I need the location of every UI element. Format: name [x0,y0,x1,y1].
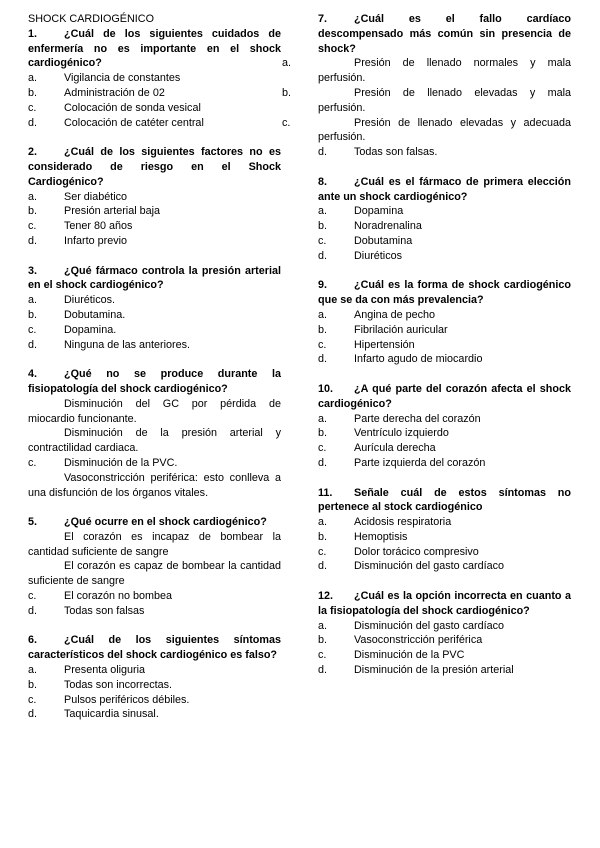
question-5 [28,515,281,619]
option-text: Tener 80 años [64,220,133,233]
option-text: Ser diabético [64,190,128,203]
question-8-text [318,175,571,205]
option-text: Noradrenalina [354,220,422,233]
question-1 [28,27,281,131]
option-c [318,648,571,663]
option-letter: b. [28,205,38,218]
right-column [282,12,571,693]
option-d [318,352,571,367]
option-text: Fibrilación auricular [354,323,448,336]
option-letter: d. [318,560,328,573]
option-letter: a. [318,619,328,632]
option-letter: a. [28,664,38,677]
option-text: Colocación de sonda vesical [64,101,201,114]
option-text: Hipertensión [354,338,415,351]
question-number: 2. [28,146,38,159]
question-7-text [318,12,571,56]
option-b [28,86,281,101]
option-text: Presión de llenado elevadas y mala perfusión. [318,86,571,114]
option-text: Disminución del gasto cardíaco [354,619,505,632]
option-letter [0,426,1,441]
question-4-text [28,367,281,397]
option-b [28,308,281,323]
option-b [318,530,571,545]
option-d [318,456,571,471]
option-d [28,234,281,249]
question-10 [318,382,571,471]
option-letter: d. [318,456,328,469]
option-letter: c. [282,116,291,129]
option-letter: c. [28,101,37,114]
option-c [318,441,571,456]
question-1-text [28,27,281,71]
question-6-text [28,633,281,663]
option-text: Disminución del gasto cardíaco [354,560,505,573]
question-2-text [28,145,281,189]
option-letter: b. [282,86,292,99]
option-c [28,456,281,471]
option-a [318,308,571,323]
option-letter: d. [318,146,328,159]
option-letter: b. [28,308,38,321]
option-text: Ninguna de las anteriores. [64,338,191,351]
question-stem: ¿Cuál es el fallo cardíaco descompensado más común sin presencia de shock? [318,13,571,55]
question-12 [318,589,571,678]
option-letter: c. [318,545,327,558]
option-text: Presión arterial baja [64,205,161,218]
option-letter: b. [28,678,38,691]
option-text: Diuréticos [354,249,403,262]
option-text: Disminución de la presión arterial [354,664,514,677]
option-c [318,338,571,353]
option-b [282,86,571,116]
question-5-text [28,515,281,530]
option-a [318,412,571,427]
option-letter: a. [318,516,328,529]
option-text: Hemoptisis [354,530,408,543]
option-letter: c. [28,693,37,706]
question-stem: ¿Cuál de los siguientes síntomas característicos del shock cardiogénico es falso? [28,634,281,662]
option-b [28,559,281,589]
option-text: Infarto previo [64,234,128,247]
option-a [318,515,571,530]
question-stem: ¿Cuál de los siguientes factores no es considerado de riesgo en el Shock Cardiogénico? [28,146,281,188]
question-12-text [318,589,571,619]
option-text: Pulsos periféricos débiles. [64,693,190,706]
option-text: Vigilancia de constantes [64,72,181,85]
question-number: 1. [28,27,38,40]
option-c [318,545,571,560]
option-letter: d. [318,664,328,677]
option-d [28,338,281,353]
option-letter: b. [318,530,328,543]
option-text: Infarto agudo de miocardio [354,353,483,366]
option-text: Dobutamina [354,234,413,247]
question-3 [28,264,281,353]
option-text: Presión de llenado normales y mala perfusión. [318,57,571,85]
option-a [282,56,571,86]
option-c [28,323,281,338]
question-number: 4. [28,368,38,381]
option-letter [0,397,1,412]
option-text: Disminución del GC por pérdida de miocardio funcionante. [28,397,281,425]
option-letter: d. [28,708,38,721]
option-b [318,219,571,234]
question-number: 3. [28,264,38,277]
option-text: Disminución de la PVC [354,649,465,662]
option-c [28,219,281,234]
option-letter: d. [28,234,38,247]
option-b [28,678,281,693]
question-stem: ¿Qué fármaco controla la presión arterial en el shock cardiogénico? [28,264,281,292]
option-letter: a. [28,72,38,85]
option-letter: b. [318,427,328,440]
option-text: El corazón no bombea [64,590,173,603]
option-letter: b. [318,634,328,647]
question-2 [28,145,281,249]
question-number: 12. [318,590,334,603]
option-d [28,707,281,722]
option-text: Dopamina. [64,323,117,336]
option-text: Presenta oliguria [64,664,146,677]
question-stem: ¿A qué parte del corazón afecta el shock cardiogénico? [318,382,571,410]
question-number: 8. [318,175,328,188]
question-number: 11. [318,486,333,499]
option-letter: c. [28,590,37,603]
option-a [28,293,281,308]
question-number: 7. [318,13,328,25]
option-c [318,234,571,249]
option-letter: c. [28,323,37,336]
option-b [318,323,571,338]
option-text: Todas son incorrectas. [64,678,173,691]
option-letter: a. [318,412,328,425]
option-d [28,604,281,619]
question-9-text [318,278,571,308]
option-text: Angina de pecho [354,308,436,321]
option-a [318,619,571,634]
option-letter [0,559,1,574]
option-d [318,663,571,678]
document-title: SHOCK CARDIOGÉNICO [28,13,154,25]
option-letter: c. [318,338,327,351]
option-letter: d. [28,338,38,351]
option-letter: b. [318,323,328,336]
question-stem: Señale cuál de estos síntomas no pertenece al stock cardiogénico [318,486,571,514]
option-text: Dolor torácico compresivo [354,545,479,558]
option-text: Todas son falsas. [354,146,438,159]
option-b [28,426,281,456]
option-text: Parte derecha del corazón [354,412,481,425]
question-number: 9. [318,279,328,292]
option-letter: c. [318,234,327,247]
option-letter: a. [28,190,38,203]
option-letter: d. [318,353,328,366]
option-text: Vasoconstricción periférica: esto conlleva a una disfunción de los órganos vitales. [28,471,281,499]
option-text: Administración de 02 [64,86,165,99]
option-text: Parte izquierda del corazón [354,456,486,469]
question-stem: ¿Cuál es el fármaco de primera elección ante un shock cardiogénico? [318,175,571,203]
option-text: Taquicardia sinusal. [64,708,159,721]
option-b [318,633,571,648]
question-11 [318,486,571,575]
question-11-text [318,486,571,516]
option-text: Aurícula derecha [354,442,436,455]
question-4 [28,367,281,500]
question-number: 10. [318,382,334,395]
option-d [318,249,571,264]
option-text: Colocación de catéter central [64,116,204,129]
option-a [28,190,281,205]
option-a [28,530,281,560]
question-stem: ¿Cuál de los siguientes cuidados de enfermería no es importante en el shock cardiogénico? [28,27,281,70]
option-d [28,471,281,501]
option-letter: a. [282,57,292,70]
option-letter: a. [318,308,328,321]
option-a [318,204,571,219]
option-letter: c. [28,220,37,233]
option-text: Ventrículo izquierdo [354,427,449,440]
question-stem: ¿Qué no se produce durante la fisiopatología del shock cardiogénico? [28,368,281,395]
option-letter: c. [318,649,327,662]
option-text: Disminución de la presión arterial y contractilidad cardiaca. [28,427,281,455]
option-letter: d. [28,604,38,617]
option-letter: b. [28,86,38,99]
option-text: Acidosis respiratoria [354,516,452,529]
option-letter: d. [28,116,38,129]
question-10-text [318,382,571,412]
question-number: 6. [28,634,38,647]
question-6 [28,633,281,722]
option-text: El corazón es incapaz de bombear la cantidad suficiente de sangre [28,530,281,558]
option-text: Vasoconstricción periférica [354,634,483,647]
option-a [28,663,281,678]
option-text: Todas son falsas [64,604,145,617]
option-letter: d. [318,249,328,262]
option-b [318,426,571,441]
option-a [28,71,281,86]
option-text: Disminución de la PVC. [64,456,178,469]
option-letter: b. [318,220,328,233]
option-a [28,397,281,427]
option-text: Dobutamina. [64,308,126,321]
option-text: Diuréticos. [64,294,116,307]
option-letter: c. [28,456,37,469]
question-3-text [28,264,281,294]
option-d [318,559,571,574]
option-d [318,145,571,160]
question-stem: ¿Cuál es la forma de shock cardiogénico que se da con más prevalencia? [318,279,571,307]
option-c [28,101,281,116]
option-b [28,204,281,219]
question-7 [282,12,571,160]
question-8 [318,175,571,264]
option-c [28,589,281,604]
option-letter: a. [28,294,38,307]
option-c [28,693,281,708]
question-number: 5. [28,516,38,529]
question-9 [318,278,571,367]
question-stem: ¿Cuál es la opción incorrecta en cuanto a la fisiopatología del shock cardiogénico? [318,590,571,617]
option-letter [0,471,1,486]
option-text: Presión de llenado elevadas y adecuada perfusión. [318,116,571,144]
question-stem: ¿Qué ocurre en el shock cardiogénico? [64,516,267,529]
option-letter [0,530,1,545]
option-text: Dopamina [354,205,404,218]
option-text: El corazón es capaz de bombear la cantidad suficiente de sangre [28,560,281,588]
option-letter: a. [318,205,328,218]
option-letter: c. [318,442,327,455]
option-c [282,116,571,146]
option-d [28,116,281,131]
left-column [28,12,281,737]
